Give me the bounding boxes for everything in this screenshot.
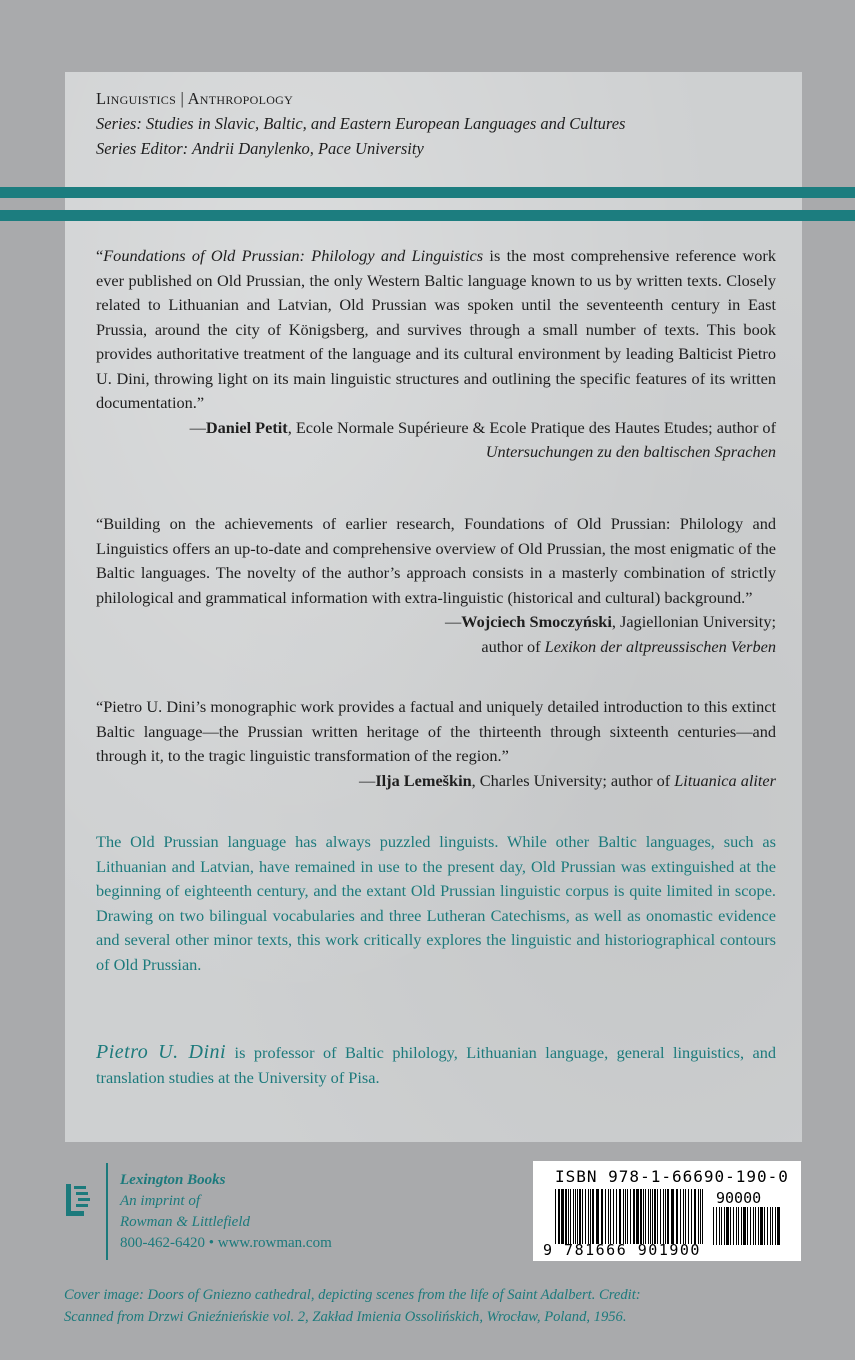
publisher-logo-icon: [64, 1180, 94, 1220]
barcode-bar: [633, 1189, 635, 1244]
barcode-bar: [683, 1189, 684, 1244]
barcode-bar: [640, 1189, 642, 1244]
barcode-bar: [601, 1189, 603, 1244]
quote-open-mark: “: [96, 246, 104, 265]
barcode-bar: [660, 1189, 661, 1244]
credit-line-1: Cover image: Doors of Gniezno cathedral, depicting scenes from the life of Saint Adalbert. Credit:: [64, 1287, 641, 1303]
reviewer-work: Lexikon der altpreussischen Verben: [544, 636, 776, 656]
barcode-bar: [685, 1189, 686, 1244]
barcode-bar: [568, 1189, 569, 1244]
barcode-bar: [702, 1189, 703, 1244]
barcode-bar: [676, 1189, 678, 1244]
reviewer-work: Lituanica aliter: [674, 770, 776, 790]
publisher-divider: [106, 1163, 108, 1260]
barcode-bar: [654, 1189, 656, 1244]
barcode-bar: [767, 1207, 768, 1245]
series-title: Series: Studies in Slavic, Baltic, and Eastern European Languages and Cultures: [96, 114, 626, 133]
quote-attribution-line2: author of Lexikon der altpreussischen Verben: [481, 636, 776, 656]
barcode-bar: [605, 1189, 606, 1244]
publisher-name: Lexington Books: [120, 1172, 226, 1188]
barcode-bar: [665, 1189, 666, 1244]
barcode-bar: [698, 1189, 699, 1244]
teal-stripe-top: [0, 187, 855, 198]
book-title: Foundations of Old Prussian: Philology and Linguistics: [103, 246, 484, 265]
barcode-bar: [772, 1207, 773, 1245]
barcode-bar: [758, 1207, 759, 1245]
reviewer-work: Untersuchungen zu den baltischen Sprachen: [485, 442, 776, 461]
barcode-bar: [652, 1189, 653, 1244]
barcode-bar: [747, 1207, 748, 1245]
quote-text: is the most comprehensive reference work ever published on Old Prussian, the only Western Baltic language known to us by written texts. Closely related to Lithuanian and Latvian, Old Prussian was spoken until the seventeenth century in East Prussia, around the city of Königsberg, and survives through a small number of texts. This book provides authoritative treatment of the language and its cultural environment by leading Balticist Pietro U. Dini, throwing light on its main linguistic structures and outlining the specific features of its written documentation.”: [96, 246, 776, 412]
barcode-bar: [713, 1207, 714, 1245]
reviewer-affiliation: , Jagiellonian University;: [611, 612, 776, 631]
quote-attribution: —Wojciech Smoczyński, Jagiellonian University;: [444, 612, 776, 631]
ean-digits: 9 781666 901900: [543, 1241, 701, 1259]
barcode-bar: [755, 1207, 756, 1245]
barcode-bar: [777, 1207, 780, 1245]
barcode-bar: [623, 1189, 624, 1244]
barcode-bar: [736, 1207, 737, 1245]
barcode-bar: [764, 1207, 765, 1245]
barcode-bar: [636, 1189, 639, 1244]
review-quote-2: [96, 512, 776, 659]
barcode-bar: [613, 1189, 614, 1244]
publisher-info: [120, 1170, 332, 1254]
barcode-bar: [625, 1189, 626, 1244]
barcode-bar: [667, 1189, 669, 1244]
barcode-bar: [630, 1189, 631, 1244]
barcode-bar: [588, 1189, 589, 1244]
barcode-bar: [726, 1207, 729, 1245]
quote-attribution: —Ilja Lemeškin, Charles University; author of Lituanica aliter: [359, 770, 776, 790]
barcode-bar: [619, 1189, 621, 1244]
barcode-bar: [643, 1189, 644, 1244]
barcode-bar: [680, 1189, 681, 1244]
addon-barcode-bars: [713, 1207, 781, 1245]
barcode-bar: [585, 1189, 586, 1244]
credit-line-2: Scanned from Drzwi Gnieźnieńskie vol. 2, Zakład Imienia Ossolińskich, Wrocław, Poland, 1956.: [64, 1309, 627, 1325]
barcode-bar: [719, 1207, 720, 1245]
barcode-bar: [691, 1189, 692, 1244]
barcode-bar: [671, 1189, 674, 1244]
barcode-bar: [663, 1189, 664, 1244]
barcode-bar: [627, 1189, 628, 1244]
barcode-bar: [775, 1207, 776, 1245]
teal-stripe-bottom: [0, 210, 855, 221]
series-editor: Series Editor: Andrii Danylenko, Pace University: [96, 139, 424, 158]
bio-text: is professor of Baltic philology, Lithuanian language, general linguistics, and translation studies at the University of Pisa.: [96, 1043, 776, 1087]
barcode-bar: [716, 1207, 717, 1245]
isbn-number: ISBN 978-1-66690-190-0: [555, 1167, 789, 1186]
barcode-bar: [738, 1207, 739, 1245]
barcode-bar: [753, 1207, 754, 1245]
barcode-bar: [694, 1189, 696, 1244]
reviewer-affiliation: , Charles University; author of: [471, 770, 675, 790]
barcode-bar: [730, 1207, 731, 1245]
barcode-bar: [610, 1189, 611, 1244]
barcode-bar: [741, 1207, 742, 1245]
barcode-bar: [561, 1189, 564, 1244]
barcode-bar: [733, 1207, 734, 1245]
ean-barcode-bars: [555, 1189, 705, 1244]
barcode-bar: [650, 1189, 651, 1244]
barcode-bar: [558, 1189, 560, 1244]
review-quote-3: [96, 695, 776, 793]
publisher-contact: 800-462-6420 • www.rowman.com: [120, 1235, 332, 1251]
barcode-bar: [608, 1189, 609, 1244]
barcode-bar: [743, 1207, 746, 1245]
barcode-bar: [648, 1189, 649, 1244]
barcode-bar: [724, 1207, 725, 1245]
quote-text: “Building on the achievements of earlier research, Foundations of Old Prussian: Philology and Linguistics offers an up-to-date and comprehensive overview of Old Prussian, the most enigmatic of the Baltic languages. The novelty of the author’s approach consists in a masterly combination of strictly philological and grammatical information with extra-linguistic (historical and cultural) background.”: [96, 514, 776, 607]
reviewer-name: Ilja Lemeškin: [375, 770, 472, 790]
review-quote-1: [96, 244, 776, 465]
author-bio: [96, 1040, 776, 1090]
quote-text: “Pietro U. Dini’s monographic work provides a factual and uniquely detailed introduction to this extinct Baltic language—the Prussian written heritage of the thirteenth through sixteenth centuries—and through it, to the tragic linguistic transformation of the region.”: [96, 697, 776, 765]
series-header: [96, 86, 796, 161]
quote-attribution: —Daniel Petit, Ecole Normale Supérieure & Ecole Pratique des Hautes Etudes; author of Untersuchungen zu den baltischen Sprachen: [189, 417, 776, 461]
cover-image-credit: [64, 1284, 764, 1328]
barcode-bar: [582, 1189, 583, 1244]
barcode-bar: [570, 1189, 571, 1244]
barcode-bar: [616, 1189, 617, 1244]
book-description: The Old Prussian language has always puzzled linguists. While other Baltic languages, such as Lithuanian and Latvian, have remained in use to the present day, Old Prussian was extinguished at the beginning of eighteenth century, and the extant Old Prussian linguistic corpus is quite limited in scope. Drawing on two bilingual vocabularies and three Lutheran Catechisms, as well as onomastic evidence and several other minor texts, this work critically explores the linguistic and historiographical contours of Old Prussian.: [96, 832, 776, 974]
publisher-parent: Rowman & Littlefield: [120, 1214, 250, 1230]
barcode-bar: [555, 1189, 556, 1244]
barcode-bar: [760, 1207, 763, 1245]
author-name: Pietro U. Dini: [96, 1041, 227, 1063]
barcode-bar: [688, 1189, 689, 1244]
barcode-bar: [596, 1189, 599, 1244]
subject-categories: Linguistics | Anthropology: [96, 89, 294, 108]
barcode-bar: [579, 1189, 581, 1244]
barcode-bar: [750, 1207, 751, 1245]
barcode-bar: [575, 1189, 576, 1244]
publisher-imprint: An imprint of: [120, 1193, 201, 1209]
barcode-bar: [577, 1189, 578, 1244]
barcode-bar: [721, 1207, 722, 1245]
price-code: 90000: [716, 1189, 762, 1207]
barcode-bar: [590, 1189, 591, 1244]
barcode-bar: [565, 1189, 567, 1244]
barcode-bar: [592, 1189, 594, 1244]
reviewer-name: Wojciech Smoczyński: [461, 612, 612, 631]
barcode-bar: [573, 1189, 574, 1244]
barcode-bar: [645, 1189, 646, 1244]
isbn-barcode: [533, 1161, 801, 1261]
barcode-bar: [657, 1189, 658, 1244]
barcode-bar: [700, 1189, 701, 1244]
barcode-bar: [770, 1207, 771, 1245]
reviewer-affiliation: , Ecole Normale Supérieure & Ecole Pratique des Hautes Etudes; author of: [287, 417, 776, 437]
reviewer-name: Daniel Petit: [205, 417, 288, 437]
